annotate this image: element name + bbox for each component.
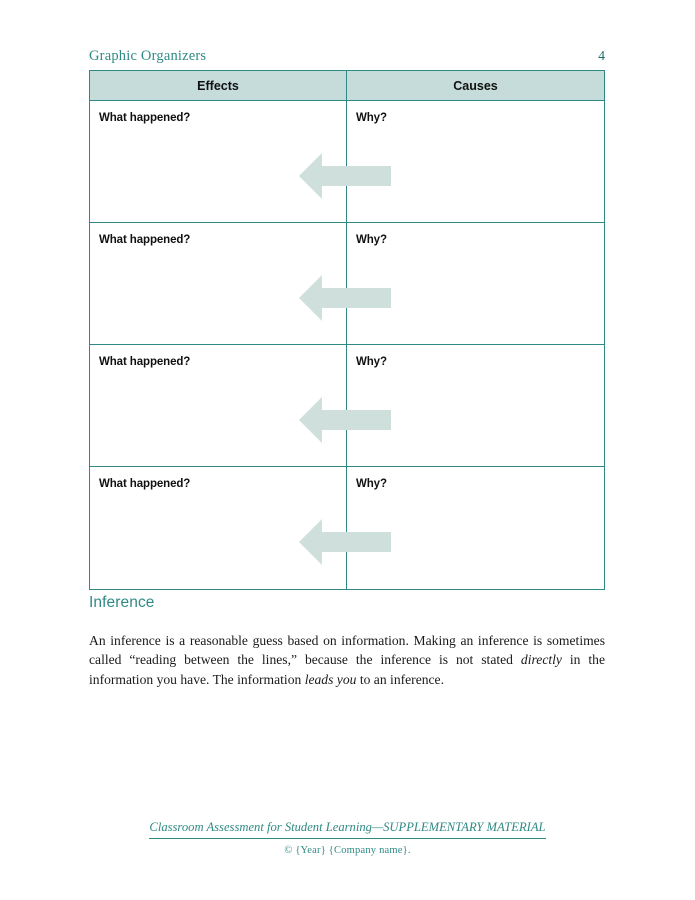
table-row bbox=[90, 345, 604, 467]
cause-prompt-label: Why? bbox=[356, 234, 387, 246]
footer-title-line: Classroom Assessment for Student Learning—SUPPLEMENTARY MATERIAL bbox=[149, 820, 545, 839]
page-footer bbox=[0, 818, 695, 856]
cause-cell[interactable] bbox=[347, 101, 604, 222]
effect-prompt-label: What happened? bbox=[99, 356, 191, 368]
table-row bbox=[90, 467, 604, 589]
table-row bbox=[90, 223, 604, 345]
column-header-effects-label: Effects bbox=[197, 78, 239, 93]
cause-prompt-label: Why? bbox=[356, 478, 387, 490]
inference-text-part-3: to an inference. bbox=[356, 671, 444, 687]
running-head bbox=[89, 48, 605, 68]
effect-prompt-label: What happened? bbox=[99, 112, 191, 124]
inference-heading: Inference bbox=[89, 594, 155, 611]
table-header-row bbox=[90, 71, 604, 101]
inference-italic-directly: directly bbox=[520, 652, 562, 668]
page-number: 4 bbox=[598, 48, 605, 63]
cause-effect-organizer-table bbox=[89, 70, 605, 590]
column-header-causes bbox=[347, 71, 604, 100]
effect-cell[interactable] bbox=[90, 345, 347, 466]
running-head-title: Graphic Organizers bbox=[89, 48, 207, 64]
cause-prompt-label: Why? bbox=[356, 112, 387, 124]
column-header-causes-label: Causes bbox=[453, 78, 498, 93]
effect-cell[interactable] bbox=[90, 223, 347, 344]
inference-paragraph bbox=[89, 631, 605, 690]
column-header-effects bbox=[90, 71, 347, 100]
footer-copyright-line: © {Year} {Company name}. bbox=[284, 845, 411, 856]
cause-cell[interactable] bbox=[347, 223, 604, 344]
effect-cell[interactable] bbox=[90, 467, 347, 589]
cause-prompt-label: Why? bbox=[356, 356, 387, 368]
inference-text-part-1: An inference is a reasonable guess based on information. Making an inference is sometimes called “reading between the lines,” because the inference is not stated bbox=[89, 632, 605, 668]
cause-cell[interactable] bbox=[347, 467, 604, 589]
inference-text-part-2: in the information you have. The information bbox=[89, 652, 605, 687]
table-row bbox=[90, 101, 604, 223]
effect-prompt-label: What happened? bbox=[99, 478, 191, 490]
effect-prompt-label: What happened? bbox=[99, 234, 191, 246]
effect-cell[interactable] bbox=[90, 101, 347, 222]
cause-cell[interactable] bbox=[347, 345, 604, 466]
inference-italic-leads-you: leads you bbox=[304, 671, 357, 687]
